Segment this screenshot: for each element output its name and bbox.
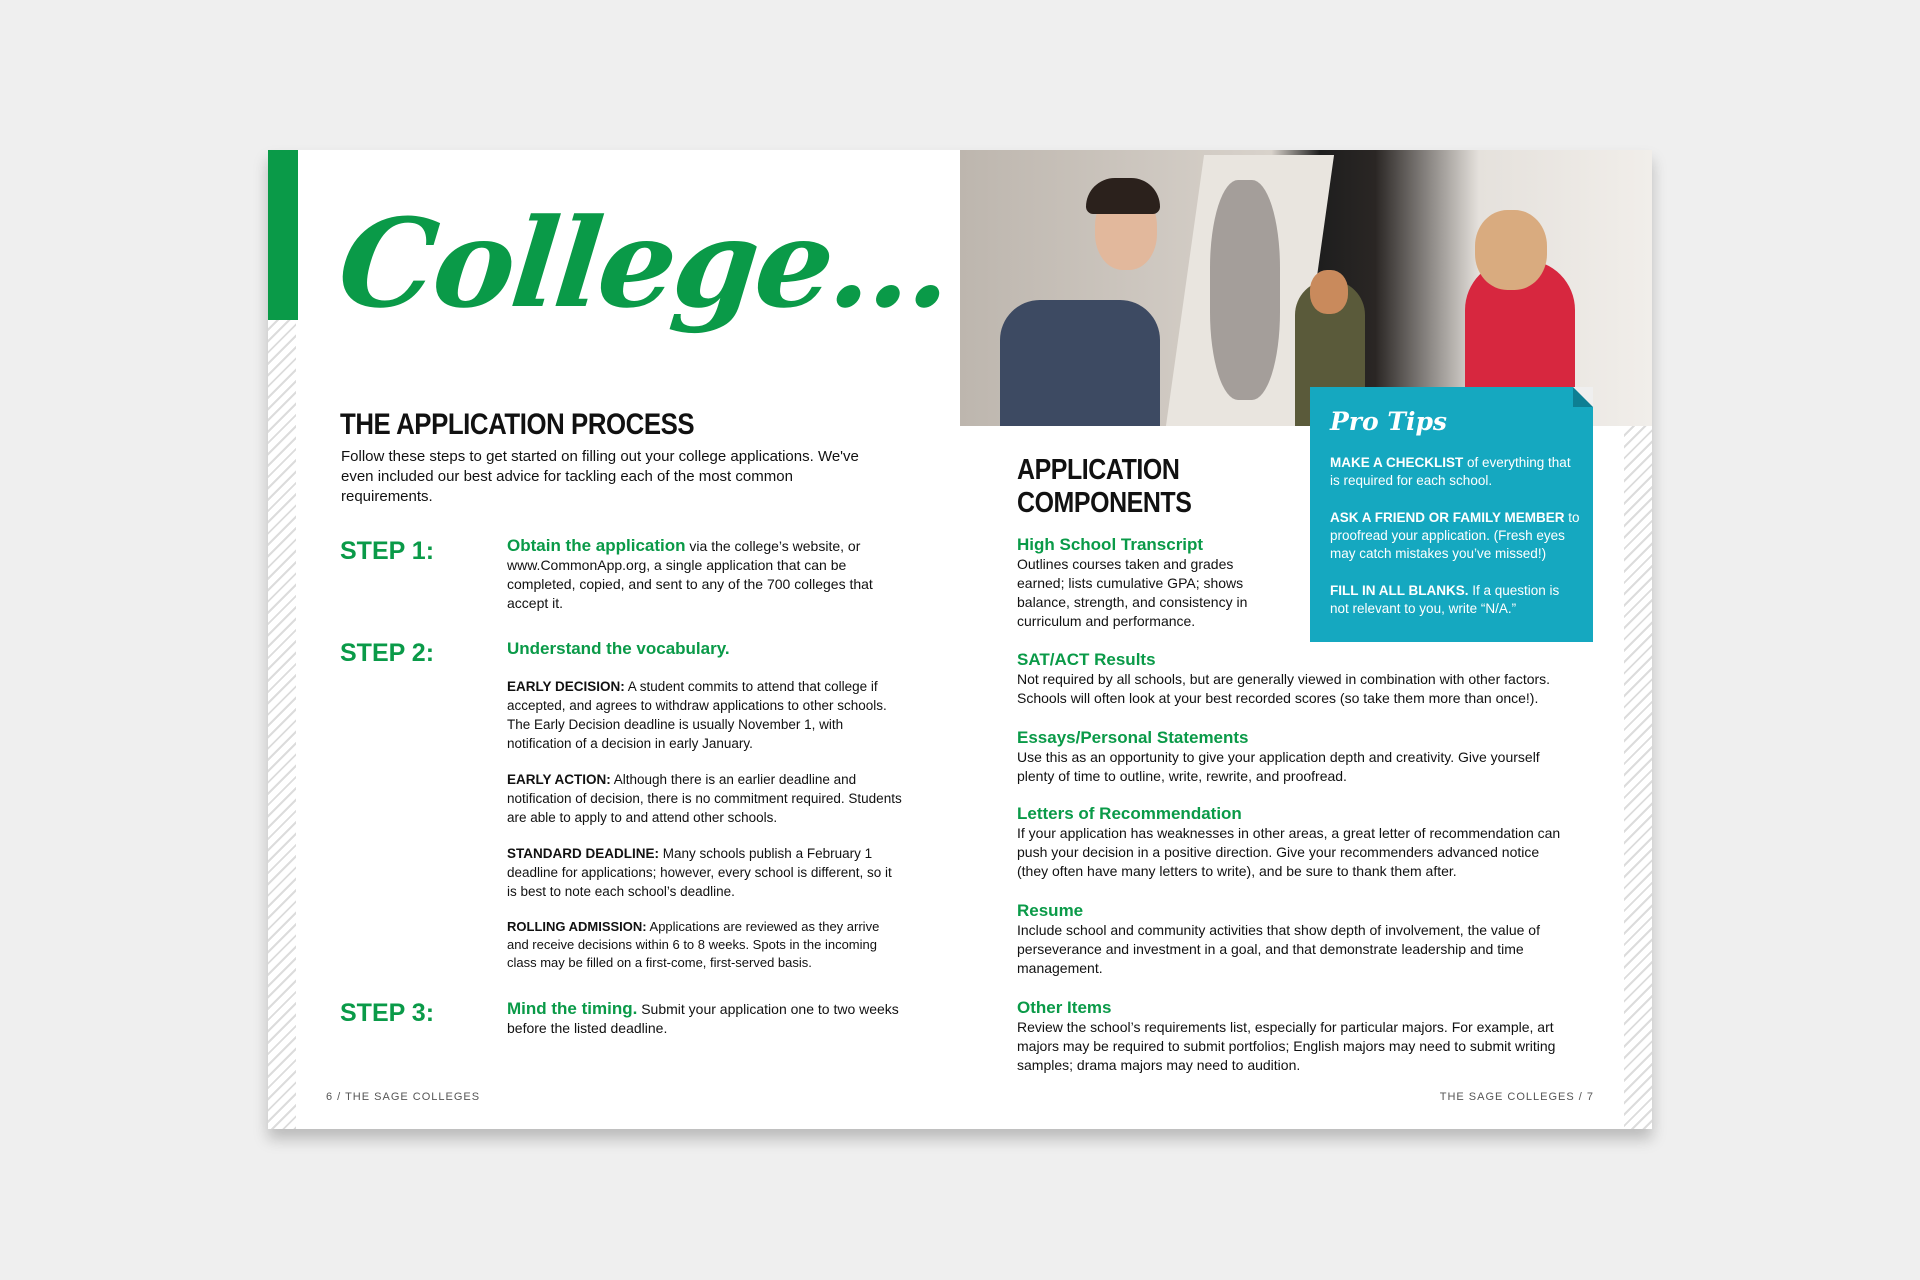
- component-title: SAT/ACT Results: [1017, 650, 1156, 669]
- pro-tips-box: [1310, 387, 1593, 642]
- application-process-heading: THE APPLICATION PROCESS: [340, 408, 695, 441]
- components-heading-line2: COMPONENTS: [1017, 487, 1192, 519]
- component-title: Essays/Personal Statements: [1017, 728, 1249, 747]
- step-1-body: [507, 536, 902, 613]
- right-hatch-border: [1624, 426, 1652, 1129]
- left-footer: 6 / THE SAGE COLLEGES: [326, 1091, 481, 1103]
- student-hair-shape: [1086, 178, 1160, 214]
- component-text: If your application has weaknesses in other areas, a great letter of recommendation can push your decision in a positive direction. Give your recommenders advanced notice (they often have many letters to write), and be sure to thank them after.: [1017, 825, 1561, 879]
- component-text: Not required by all schools, but are generally viewed in combination with other factors. Schools will often look at your best recorded scores (so take them more than once!).: [1017, 671, 1551, 706]
- vocab-term: EARLY ACTION:: [507, 772, 611, 787]
- vocab-early-decision: [507, 677, 902, 753]
- model-head-shape: [1310, 270, 1348, 314]
- tip-text: to proofread your application. (Fresh eyes may catch mistakes you’ve missed!): [1330, 510, 1580, 561]
- step-3-label: STEP 3:: [340, 999, 435, 1027]
- step-2-lead: Understand the vocabulary.: [507, 639, 730, 658]
- components-heading-line1: APPLICATION: [1017, 454, 1180, 486]
- component-essays: [1017, 728, 1577, 786]
- student-plaid-shirt-shape: [1000, 300, 1160, 426]
- charcoal-figure-shape: [1210, 180, 1280, 400]
- vocab-text: A student commits to attend that college if accepted, and agrees to withdraw applications to other schools. The Early Decision deadline is usually November 1, with notification of a decision in early January.: [507, 679, 887, 751]
- component-title: Resume: [1017, 901, 1084, 920]
- page-fold-corner: [1573, 387, 1593, 407]
- vocab-standard-deadline: [507, 844, 902, 901]
- vocab-early-action: [507, 770, 902, 827]
- tip-bold: FILL IN ALL BLANKS.: [1330, 583, 1469, 598]
- art-class-photo: [960, 150, 1652, 426]
- tip-bold: MAKE A CHECKLIST: [1330, 455, 1464, 470]
- pro-tip-1: [1330, 454, 1580, 490]
- left-hatch-border: [268, 320, 296, 1129]
- component-title: Other Items: [1017, 998, 1112, 1017]
- pro-tips-title: Pro Tips: [1330, 407, 1448, 436]
- vocab-text: Applications are reviewed as they arrive and receive decisions within 6 to 8 weeks. Spots in the incoming class may be filled on a first-come, first-served basis.: [507, 919, 880, 970]
- pro-tip-3: [1330, 582, 1580, 618]
- step-3-body: [507, 999, 902, 1038]
- vocab-rolling-admission: [507, 918, 902, 972]
- step-2-body: [507, 639, 902, 659]
- step-1-text: via the college’s website, or www.CommonApp.org, a single application that can be completed, copied, and sent to any of the 700 colleges that accept it.: [507, 538, 873, 611]
- intro-paragraph: Follow these steps to get started on filling out your college applications. We've even included our best advice for tackling each of the most common requirements.: [341, 448, 859, 505]
- vocab-term: STANDARD DEADLINE:: [507, 846, 659, 861]
- application-components-heading: [1017, 454, 1191, 520]
- tip-bold: ASK A FRIEND OR FAMILY MEMBER: [1330, 510, 1565, 525]
- vocab-term: EARLY DECISION:: [507, 679, 625, 694]
- page-title: College...: [332, 191, 957, 335]
- component-text: Review the school’s requirements list, especially for particular majors. For example, art majors may be required to submit portfolios; English majors may need to submit writing samples; drama majors may need to audition.: [1017, 1019, 1556, 1073]
- component-text: Include school and community activities that show depth of involvement, the value of perseverance and investment in a goal, and that demonstrate leadership and time management.: [1017, 922, 1540, 976]
- vocab-text: Many schools publish a February 1 deadline for applications; however, every school is different, so it is best to note each school’s deadline.: [507, 846, 892, 899]
- right-footer: THE SAGE COLLEGES / 7: [1439, 1091, 1594, 1103]
- component-text: Outlines courses taken and grades earned; lists cumulative GPA; shows balance, strength, and consistency in curriculum and performance.: [1017, 556, 1248, 629]
- component-resume: [1017, 901, 1562, 978]
- component-title: Letters of Recommendation: [1017, 804, 1242, 823]
- tip-text: of everything that is required for each school.: [1330, 455, 1571, 488]
- vocab-text: Although there is an earlier deadline and notification of decision, there is no commitment required. Students are able to apply to and attend other schools.: [507, 772, 902, 825]
- component-sat-act: [1017, 650, 1577, 708]
- green-accent-bar: [268, 150, 298, 320]
- component-letters: [1017, 804, 1562, 881]
- step-3-text: Submit your application one to two weeks before the listed deadline.: [507, 1001, 899, 1036]
- component-other-items: [1017, 998, 1562, 1075]
- step-3-lead: Mind the timing.: [507, 999, 638, 1018]
- step-1-lead: Obtain the application: [507, 536, 686, 555]
- step-2-label: STEP 2:: [340, 639, 435, 667]
- brochure-spread: [268, 150, 1652, 1129]
- component-text: Use this as an opportunity to give your application depth and creativity. Give yourself plenty of time to outline, write, rewrite, and proofread.: [1017, 749, 1540, 784]
- component-title: High School Transcript: [1017, 535, 1204, 554]
- step-1-label: STEP 1:: [340, 537, 435, 565]
- student-blonde-head-shape: [1475, 210, 1547, 290]
- tip-text: If a question is not relevant to you, write “N/A.”: [1330, 583, 1560, 616]
- vocab-term: ROLLING ADMISSION:: [507, 919, 647, 934]
- pro-tip-2: [1330, 509, 1580, 563]
- component-transcript: [1017, 535, 1267, 631]
